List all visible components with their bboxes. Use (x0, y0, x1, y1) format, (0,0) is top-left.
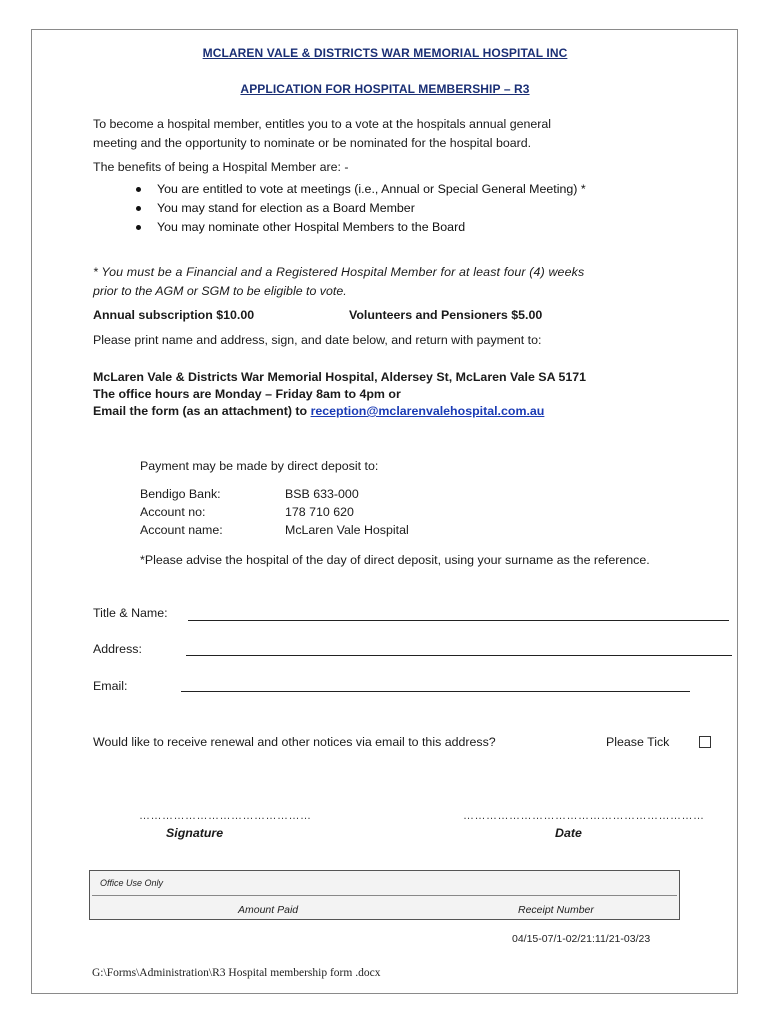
amount-paid-label: Amount Paid (238, 904, 299, 916)
office-use-box (89, 870, 680, 920)
benefits-heading: The benefits of being a Hospital Member are: - (93, 160, 349, 174)
signature-label: Signature (166, 826, 224, 840)
account-name-value: McLaren Vale Hospital (285, 523, 409, 537)
email-notices-checkbox[interactable] (699, 736, 711, 748)
bank-value: BSB 633-000 (285, 487, 359, 501)
office-use-heading: Office Use Only (100, 878, 164, 888)
signature-line[interactable]: ……………………………………… (139, 810, 312, 822)
title-name-field[interactable] (188, 620, 729, 621)
organisation-title: MCLAREN VALE & DISTRICTS WAR MEMORIAL HOSPITAL INC (202, 46, 568, 60)
version-code: 04/15-07/1-02/21:11/21-03/23 (512, 933, 651, 945)
form-title: APPLICATION FOR HOSPITAL MEMBERSHIP – R3 (240, 82, 530, 96)
office-use-divider (92, 895, 677, 896)
eligibility-note-line-2: prior to the AGM or SGM to be eligible to vote. (93, 284, 347, 298)
benefit-item: You are entitled to vote at meetings (i.e., Annual or Special General Meeting) * (134, 180, 586, 199)
benefits-list (134, 180, 586, 237)
account-no-value: 178 710 620 (285, 505, 354, 519)
date-label: Date (555, 826, 582, 840)
benefit-item: You may stand for election as a Board Member (134, 199, 586, 218)
benefit-item: You may nominate other Hospital Members to the Board (134, 218, 586, 237)
email-instruction (93, 404, 544, 418)
reception-email-link[interactable]: reception@mclarenvalehospital.com.au (310, 404, 545, 418)
date-line[interactable]: ……………………………………………………… (463, 810, 705, 822)
return-address: McLaren Vale & Districts War Memorial Hospital, Aldersey St, McLaren Vale SA 5171 (93, 370, 587, 384)
account-no-label: Account no: (140, 505, 206, 519)
bank-label: Bendigo Bank: (140, 487, 221, 501)
annual-subscription: Annual subscription $10.00 (93, 308, 255, 322)
address-label: Address: (93, 642, 142, 656)
intro-line-2: meeting and the opportunity to nominate or be nominated for the hospital board. (93, 136, 532, 150)
concession-subscription: Volunteers and Pensioners $5.00 (349, 308, 543, 322)
email-label: Email: (93, 679, 128, 693)
office-hours: The office hours are Monday – Friday 8am to 4pm or (93, 387, 401, 401)
deposit-advice: *Please advise the hospital of the day of direct deposit, using your surname as the reference. (140, 553, 650, 567)
email-instruction-prefix: Email the form (as an attachment) to (93, 404, 311, 418)
intro-line-1: To become a hospital member, entitles you to a vote at the hospitals annual general (93, 117, 552, 131)
eligibility-note-line-1: * You must be a Financial and a Registered Hospital Member for at least four (4) weeks (93, 265, 585, 279)
please-tick-label: Please Tick (606, 735, 670, 749)
payment-heading: Payment may be made by direct deposit to: (140, 459, 379, 473)
email-notices-question: Would like to receive renewal and other notices via email to this address? (93, 735, 496, 749)
return-instruction: Please print name and address, sign, and date below, and return with payment to: (93, 333, 542, 347)
receipt-number-label: Receipt Number (518, 904, 594, 916)
footer-file-path: G:\Forms\Administration\R3 Hospital membership form .docx (92, 967, 381, 979)
email-field[interactable] (181, 691, 690, 692)
account-name-label: Account name: (140, 523, 223, 537)
address-field[interactable] (186, 655, 732, 656)
title-name-label: Title & Name: (93, 606, 168, 620)
